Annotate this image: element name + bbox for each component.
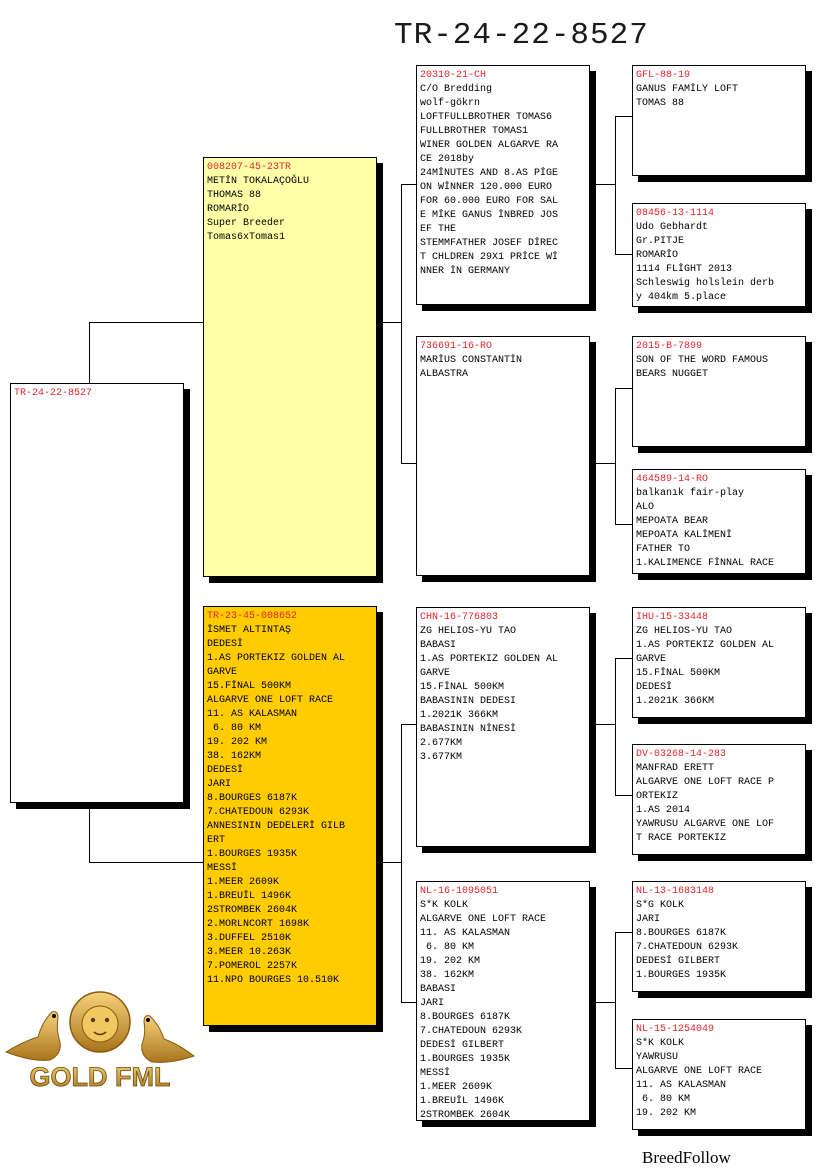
pedigree-line: MESSİ [420,1068,451,1079]
connector [401,184,402,464]
pedigree-line: SON OF THE WORD FAMOUS [636,355,769,366]
pedigree-line: ROMARİO [207,204,250,215]
pedigree-line: ALGARVE ONE LOFT RACE [636,1066,763,1077]
pedigree-line: ERT [207,835,226,846]
pedigree-subject-box[interactable] [10,383,184,803]
pedigree-line: BEARS NUGGET [636,369,709,380]
ring-number[interactable]: 464589-14-RO [636,474,709,485]
pedigree-line: MARİUS CONSTANTİN [420,355,523,366]
connector [615,116,632,117]
pedigree-line: 3.MEER 10.263K [207,947,292,958]
pedigree-line: S*G KOLK [636,900,685,911]
ring-number[interactable]: NL-16-1095051 [420,886,499,897]
pedigree-line: Schleswig holslein derb [636,278,775,289]
pedigree-line: 2.677KM [420,738,463,749]
pedigree-line: EF THE [420,224,457,235]
connector [596,724,616,725]
pedigree-line: T RACE PORTEKIZ [636,833,727,844]
connector [401,463,417,464]
pedigree-line: ORTEKIZ [636,791,679,802]
pedigree-line: balkanık fair-play [636,488,745,499]
pedigree-line: GARVE [636,654,667,665]
pedigree-line: wolf-gökrn [420,98,481,109]
pedigree-line: ALGARVE ONE LOFT RACE P [636,777,775,788]
pedigree-line: JARI [420,998,445,1009]
ring-number[interactable]: 008207-45-23TR [207,162,292,173]
pedigree-line: THOMAS 88 [207,190,262,201]
ring-number[interactable]: IHU-15-33448 [636,612,709,623]
ring-number[interactable]: 736691-16-RO [420,341,493,352]
pedigree-line: 6. 80 KM [420,942,475,953]
pedigree-line: 1.BOURGES 1935K [207,849,298,860]
pedigree-line: JARI [207,779,232,790]
pedigree-line: 1.KALIMENCE FİNNAL RACE [636,558,775,569]
connector [615,524,632,525]
pedigree-line: 2.MORLNCORT 1698K [207,919,310,930]
pedigree-line: 11. AS KALASMAN [636,1080,727,1091]
pedigree-line: 1.2021K 366KM [636,696,715,707]
pedigree-line: 1.BOURGES 1935K [636,970,727,981]
breedfollow-footer: BreedFollow [642,1148,731,1167]
pedigree-line: 11. AS KALASMAN [420,928,511,939]
pedigree-line: MESSİ [207,863,238,874]
connector [615,116,616,255]
connector [615,658,632,659]
pedigree-line: WINER GOLDEN ALGARVE RA [420,140,559,151]
pedigree-line: BABASININ NİNESİ [420,724,517,735]
connector [596,463,616,464]
pedigree-line: 19. 202 KM [636,1108,697,1119]
pedigree-line: STEMMFATHER JOSEF DİREC [420,238,559,249]
pedigree-line: MEPOATA KALİMENİ [636,530,733,541]
connector [401,1002,417,1003]
connector [615,1068,632,1069]
connector [89,808,90,863]
pedigree-line: JARI [636,914,661,925]
pedigree-line: BABASI [420,984,457,995]
pedigree-line: 8.BOURGES 6187K [420,1012,511,1023]
dd-sire-box[interactable] [632,881,806,992]
ds-dam-box[interactable] [632,744,806,855]
ring-number[interactable]: DV-03268-14-283 [636,749,727,760]
pedigree-line: 19. 202 KM [420,956,481,967]
pedigree-line: Gr.PITJE [636,236,685,247]
connector [401,184,417,185]
connector [382,862,402,863]
pedigree-line: 1.AS PORTEKIZ GOLDEN AL [636,640,775,651]
pedigree-line: ALGARVE ONE LOFT RACE [207,695,334,706]
pedigree-line: 11.NPO BOURGES 10.510K [207,975,340,986]
pedigree-line: GARVE [207,667,238,678]
pedigree-line: T CHLDREN 29X1 PRİCE Wİ [420,252,559,263]
pedigree-line: 1.BOURGES 1935K [420,1054,511,1065]
logo-text: GOLD FML [29,1062,171,1092]
pedigree-line: 15.FİNAL 500KM [636,668,721,679]
pedigree-line: 7.CHATEDOUN 6293K [420,1026,523,1037]
pedigree-line: MEPOATA BEAR [636,516,709,527]
pedigree-line: 11. AS KALASMAN [207,709,298,720]
pedigree-line: ALBASTRA [420,369,469,380]
pedigree-line: ALGARVE ONE LOFT RACE [420,914,547,925]
dd-dam-box[interactable] [632,1019,806,1130]
connector [401,724,402,1003]
pedigree-line: C/O Bredding [420,84,493,95]
pedigree-line: 1.BREUİL 1496K [207,891,292,902]
connector [615,254,632,255]
dam-box[interactable] [203,606,377,1026]
pedigree-line: TOMAS 88 [636,98,685,109]
ring-number[interactable]: NL-15-1254049 [636,1024,715,1035]
pedigree-line: ALO [636,502,655,513]
pedigree-line: CE 2018by [420,154,475,165]
ring-number[interactable]: NL-13-1683148 [636,886,715,897]
pedigree-line: 3.677KM [420,752,463,763]
pedigree-line: E MİKE GANUS İNBRED JOS [420,210,559,221]
sd-sire-box[interactable] [632,336,806,447]
ring-number[interactable]: GFL-88-19 [636,70,691,81]
pedigree-line: S*K KOLK [636,1038,685,1049]
pedigree-line: 6. 80 KM [636,1094,691,1105]
pedigree-line: 1.2021K 366KM [420,710,499,721]
pedigree-line: ON WİNNER 120.000 EURO [420,182,553,193]
pedigree-line: FOR 60.000 EURO FOR SAL [420,196,559,207]
pedigree-line: 1.AS PORTEKIZ GOLDEN AL [207,653,346,664]
pedigree-line: DEDESİ [207,765,244,776]
pedigree-line: LOFTFULLBROTHER TOMAS6 [420,112,553,123]
pedigree-line: 7.CHATEDOUN 6293K [636,942,739,953]
pedigree-line: 38. 162KM [420,970,475,981]
ss-sire-box[interactable] [632,65,806,176]
connector [615,658,616,796]
pedigree-line: NNER İN GERMANY [420,266,511,277]
pedigree-line: 8.BOURGES 6187K [207,793,298,804]
pedigree-line: 1.MEER 2609K [420,1082,493,1093]
ring-number[interactable]: CHN-16-776803 [420,612,499,623]
pedigree-line: ZG HELIOS-YU TAO [636,626,733,637]
pedigree-line: YAWRUSU ALGARVE ONE LOF [636,819,775,830]
pedigree-line: y 404km 5.place [636,292,727,303]
pedigree-line: GARVE [420,668,451,679]
pedigree-line: Tomas6xTomas1 [207,232,286,243]
connector [89,322,90,384]
connector [89,322,204,323]
gold-fml-logo [2,982,198,1094]
pedigree-line: MANFRAD ERETT [636,763,715,774]
pedigree-title: TR-24-22-8527 [394,18,649,53]
ss-dam-box[interactable] [632,203,806,307]
pedigree-line: BABASI [420,640,457,651]
pedigree-line: 2STROMBEK 2604K [207,905,298,916]
pedigree-line: 1114 FLİGHT 2013 [636,264,733,275]
ring-number[interactable]: TR-23-45-008652 [207,611,298,622]
pedigree-line: ROMARİO [636,250,679,261]
pedigree-line: BABASININ DEDESI [420,696,517,707]
pedigree-line: 2STROMBEK 2604K [420,1110,511,1121]
sd-dam-box[interactable] [632,469,806,574]
connector [89,862,204,863]
pedigree-line: 1.AS 2014 [636,805,691,816]
pedigree-line: DEDESİ GILBERT [636,956,721,967]
sire-box[interactable] [203,157,377,577]
connector [596,184,616,185]
connector [615,388,616,525]
pedigree-line: FATHER TO [636,544,691,555]
logo-graphic [2,982,198,1094]
dam-dam-box[interactable] [416,881,590,1121]
pedigree-line: ANNESININ DEDELERİ GILB [207,821,346,832]
pedigree-line: 15.FİNAL 500KM [207,681,292,692]
ds-sire-box[interactable] [632,607,806,718]
dam-sire-box[interactable] [416,607,590,847]
connector [615,388,632,389]
pedigree-line: ZG HELIOS-YU TAO [420,626,517,637]
pedigree-line: GANUS FAMİLY LOFT [636,84,739,95]
pedigree-line: DEDESİ GILBERT [420,1040,505,1051]
pedigree-line: 1.BREUİL 1496K [420,1096,505,1107]
connector [596,1002,616,1003]
pedigree-line: METİN TOKALAÇOĞLU [207,176,310,187]
pedigree-line: 1.MEER 2609K [207,877,280,888]
connector [382,322,402,323]
pedigree-line: 8.BOURGES 6187K [636,928,727,939]
sire-sire-box[interactable] [416,65,590,305]
pedigree-line: 1.AS PORTEKIZ GOLDEN AL [420,654,559,665]
pedigree-line: 19. 202 KM [207,737,268,748]
ring-number[interactable]: 20310-21-CH [420,70,487,81]
ring-number[interactable]: 2015-B-7899 [636,341,703,352]
pedigree-line: 3.DUFFEL 2510K [207,933,292,944]
connector [401,724,417,725]
pedigree-line: 15.FİNAL 500KM [420,682,505,693]
pedigree-line: 7.CHATEDOUN 6293K [207,807,310,818]
connector [615,932,616,1069]
sire-dam-box[interactable] [416,336,590,576]
pedigree-line: Super Breeder [207,218,286,229]
ring-number[interactable]: 08456-13-1114 [636,208,715,219]
pedigree-line: S*K KOLK [420,900,469,911]
pedigree-line: DEDESİ [207,639,244,650]
pedigree-line: 7.POMEROL 2257K [207,961,298,972]
pedigree-line: YAWRUSU [636,1052,679,1063]
pedigree-line: 38. 162KM [207,751,262,762]
pedigree-line: FULLBROTHER TOMAS1 [420,126,529,137]
connector [615,795,632,796]
pedigree-line: 24MİNUTES AND 8.AS PİGE [420,168,559,179]
pedigree-line: 6. 80 KM [207,723,262,734]
ring-number[interactable]: TR-24-22-8527 [14,388,93,399]
pedigree-line: Udo Gebhardt [636,222,709,233]
pedigree-line: İSMET ALTINTAŞ [207,625,292,636]
connector [615,932,632,933]
pedigree-line: DEDESİ [636,682,673,693]
